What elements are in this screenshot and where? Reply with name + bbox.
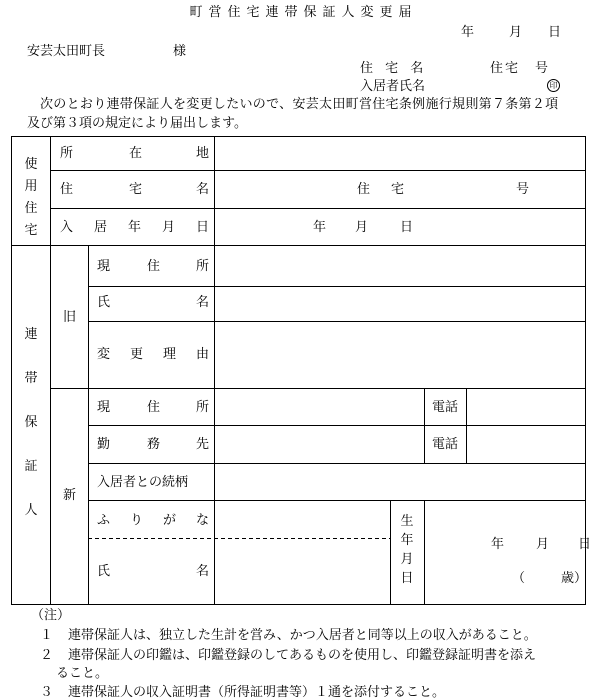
date-year: 年: [461, 25, 475, 40]
addressee-suffix: 様: [173, 44, 187, 59]
resident-name-label: 入居者氏名: [360, 79, 426, 94]
guarantor-group-label: 連 帯 保 証 人: [24, 327, 38, 518]
new-label: 新: [63, 488, 77, 503]
housing-group-label: 使 用 住 宅: [24, 157, 38, 238]
addressee: 安芸太田町長: [27, 44, 106, 59]
phone-label: 電話: [432, 400, 459, 415]
intro-line-1: 次のとおり連帯保証人を変更したいので、安芸太田町営住宅条例施行規則第７条第２項: [40, 97, 559, 112]
age-close: 歳）: [561, 571, 588, 586]
move-in-month: 月: [355, 220, 369, 235]
move-in-day: 日: [400, 220, 414, 235]
date-month: 月: [509, 25, 523, 40]
intro-line-2: 及び第３項の規定により届出します。: [27, 116, 247, 131]
birth-day: 日: [578, 537, 592, 552]
house-number-label: 住宅 号: [490, 61, 551, 76]
move-in-year: 年: [313, 220, 327, 235]
seal-icon: 印: [547, 79, 560, 92]
house-name-label: 住 宅 名: [360, 61, 428, 76]
phone-label-2: 電話: [432, 437, 459, 452]
birth-year: 年: [491, 537, 505, 552]
relation-label: 入居者との続柄: [97, 475, 189, 490]
house-value-right: 号: [516, 182, 530, 197]
house-value-left: 住 宅: [357, 182, 409, 197]
old-label: 旧: [63, 310, 77, 325]
birth-month: 月: [536, 537, 550, 552]
notes-heading: （注）: [31, 608, 71, 623]
birth-label: 生 年 月 日: [400, 514, 414, 586]
location-field[interactable]: [216, 138, 584, 169]
date-day: 日: [548, 25, 562, 40]
age-open: （: [512, 571, 526, 586]
form-title: 町営住宅連帯保証人変更届: [189, 5, 418, 20]
